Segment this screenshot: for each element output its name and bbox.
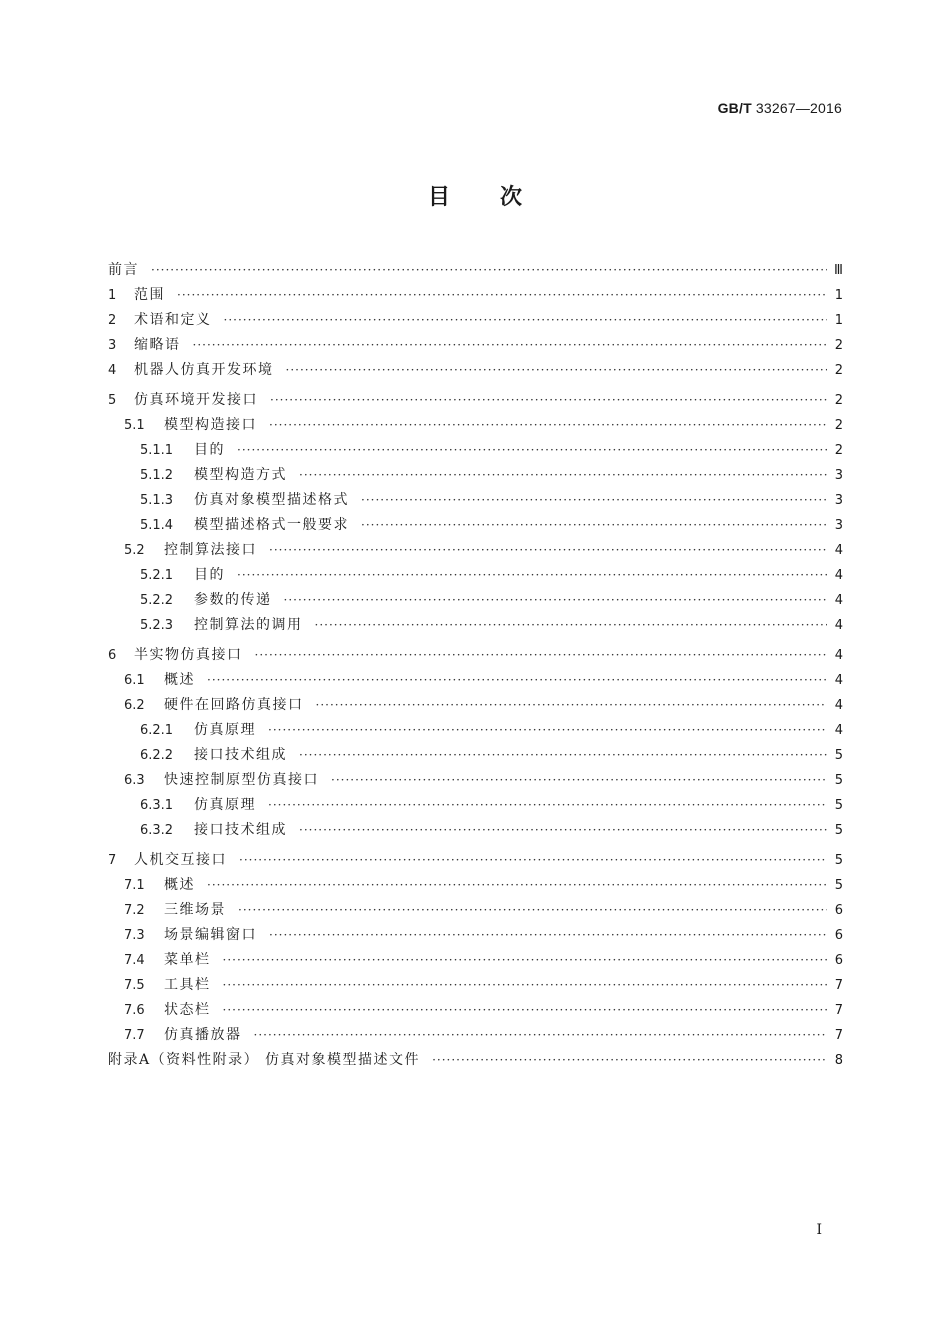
- standard-prefix: GB/T: [717, 100, 752, 116]
- toc-leader-dots: [268, 793, 827, 818]
- toc-entry-page: 3: [834, 468, 843, 483]
- toc-entry[interactable]: [108, 693, 843, 718]
- toc-leader-dots: [151, 258, 827, 283]
- toc-entry-number: 5.1.1: [140, 443, 174, 458]
- toc-entry-title: 前言: [108, 262, 139, 278]
- toc-entry-number: 5.2: [124, 543, 145, 558]
- toc-entry-number: 3: [108, 338, 117, 353]
- table-of-contents: [108, 258, 843, 1073]
- toc-entry-number: 6.3.2: [140, 823, 174, 838]
- toc-entry-number: 6: [108, 648, 117, 663]
- toc-entry[interactable]: [108, 848, 843, 873]
- toc-entry[interactable]: [108, 643, 843, 668]
- toc-entry[interactable]: [108, 358, 843, 383]
- toc-entry-title: 场景编辑窗口: [164, 927, 257, 943]
- toc-entry-page: 5: [834, 773, 843, 788]
- toc-entry[interactable]: [108, 258, 843, 283]
- toc-entry-title: 工具栏: [164, 977, 211, 993]
- toc-entry-page: 6: [834, 953, 843, 968]
- toc-entry-title: 控制算法的调用: [194, 617, 303, 633]
- toc-entry-title: 概述: [164, 877, 195, 893]
- toc-leader-dots: [270, 388, 827, 413]
- toc-entry-page: 5: [834, 878, 843, 893]
- toc-entry-page: 8: [834, 1053, 843, 1068]
- toc-entry[interactable]: [108, 768, 843, 793]
- toc-entry[interactable]: [108, 613, 843, 638]
- toc-entry[interactable]: [108, 563, 843, 588]
- toc-entry-title: 模型构造方式: [194, 467, 287, 483]
- toc-leader-dots: [361, 513, 827, 538]
- toc-entry-page: 7: [834, 1028, 843, 1043]
- toc-entry-number: 1: [108, 288, 117, 303]
- page-title: 目次: [427, 185, 572, 210]
- toc-entry-number: 6.2.2: [140, 748, 174, 763]
- toc-entry-title: 缩略语: [134, 337, 181, 353]
- toc-entry-number: 6.2.1: [140, 723, 174, 738]
- toc-entry-title: 目的: [194, 567, 225, 583]
- toc-entry-page: 6: [834, 903, 843, 918]
- toc-entry[interactable]: [108, 873, 843, 898]
- toc-entry-title: 机器人仿真开发环境: [134, 362, 274, 378]
- toc-entry-page: 4: [834, 698, 843, 713]
- toc-entry-page: 6: [834, 928, 843, 943]
- toc-entry-page: 4: [834, 673, 843, 688]
- toc-entry-page: 1: [834, 313, 843, 328]
- toc-leader-dots: [238, 898, 827, 923]
- toc-entry-page: 5: [834, 823, 843, 838]
- toc-entry-page: 4: [834, 618, 843, 633]
- toc-entry[interactable]: [108, 1023, 843, 1048]
- toc-leader-dots: [316, 693, 828, 718]
- toc-entry-number: 6.3: [124, 773, 145, 788]
- toc-entry-number: 6.1: [124, 673, 145, 688]
- toc-entry-title: 菜单栏: [164, 952, 211, 968]
- toc-entry-number: 7.3: [124, 928, 145, 943]
- toc-entry[interactable]: [108, 948, 843, 973]
- toc-entry[interactable]: [108, 538, 843, 563]
- toc-entry-title: 参数的传递: [194, 592, 272, 608]
- toc-entry-number: 2: [108, 313, 117, 328]
- toc-entry[interactable]: [108, 718, 843, 743]
- toc-entry[interactable]: [108, 973, 843, 998]
- toc-leader-dots: [237, 563, 827, 588]
- toc-leader-dots: [207, 668, 827, 693]
- toc-entry-page: 4: [834, 648, 843, 663]
- toc-entry[interactable]: [108, 588, 843, 613]
- toc-entry-page: 3: [834, 518, 843, 533]
- toc-leader-dots: [269, 923, 827, 948]
- toc-leader-dots: [223, 973, 828, 998]
- toc-entry[interactable]: [108, 333, 843, 358]
- toc-entry-page: 5: [834, 853, 843, 868]
- toc-entry[interactable]: [108, 1048, 843, 1073]
- toc-entry-title: 接口技术组成: [194, 747, 287, 763]
- toc-entry-title: 三维场景: [164, 902, 226, 918]
- toc-entry-number: 7.1: [124, 878, 145, 893]
- toc-leader-dots: [331, 768, 827, 793]
- toc-leader-dots: [268, 718, 827, 743]
- toc-entry-page: 7: [834, 1003, 843, 1018]
- toc-entry-number: 5.2.2: [140, 593, 174, 608]
- toc-entry-page: 2: [834, 393, 843, 408]
- toc-entry-title: 仿真原理: [194, 797, 256, 813]
- standard-number: 33267—2016: [755, 100, 842, 116]
- toc-entry-title: 术语和定义: [134, 312, 212, 328]
- toc-entry-title: 人机交互接口: [134, 852, 227, 868]
- toc-leader-dots: [361, 488, 827, 513]
- toc-leader-dots: [223, 948, 828, 973]
- toc-entry-title: 仿真对象模型描述格式: [194, 492, 349, 508]
- toc-leader-dots: [315, 613, 828, 638]
- toc-entry[interactable]: [108, 923, 843, 948]
- toc-entry-page: 2: [834, 363, 843, 378]
- toc-leader-dots: [299, 818, 827, 843]
- toc-entry[interactable]: [108, 668, 843, 693]
- toc-leader-dots: [254, 1023, 828, 1048]
- toc-entry-number: 7.2: [124, 903, 145, 918]
- toc-entry-number: 5.1.2: [140, 468, 174, 483]
- toc-entry-page: 4: [834, 568, 843, 583]
- toc-entry-page: 5: [834, 748, 843, 763]
- toc-entry-title: 仿真播放器: [164, 1027, 242, 1043]
- toc-entry-title: 接口技术组成: [194, 822, 287, 838]
- toc-entry-number: 7.4: [124, 953, 145, 968]
- toc-entry-number: 5.1.4: [140, 518, 174, 533]
- toc-entry-title: 控制算法接口: [164, 542, 257, 558]
- toc-entry-title: 硬件在回路仿真接口: [164, 697, 304, 713]
- toc-entry-page: 4: [834, 593, 843, 608]
- toc-leader-dots: [299, 463, 827, 488]
- toc-entry-number: 6.2: [124, 698, 145, 713]
- toc-leader-dots: [299, 743, 827, 768]
- toc-entry-page: 2: [834, 418, 843, 433]
- toc-entry[interactable]: [108, 898, 843, 923]
- toc-entry-number: 5.2.3: [140, 618, 174, 633]
- toc-entry[interactable]: [108, 463, 843, 488]
- page-number: I: [816, 1222, 822, 1238]
- toc-entry-number: 7.6: [124, 1003, 145, 1018]
- toc-entry[interactable]: [108, 438, 843, 463]
- toc-entry-page: Ⅲ: [834, 263, 843, 278]
- toc-entry-number: 5: [108, 393, 117, 408]
- toc-leader-dots: [432, 1048, 827, 1073]
- toc-entry-page: 4: [834, 723, 843, 738]
- toc-entry[interactable]: [108, 513, 843, 538]
- toc-entry-title: 仿真环境开发接口: [134, 392, 258, 408]
- toc-leader-dots: [193, 333, 828, 358]
- toc-entry-title: 快速控制原型仿真接口: [164, 772, 319, 788]
- toc-entry-number: 6.3.1: [140, 798, 174, 813]
- toc-entry-title: 状态栏: [164, 1002, 211, 1018]
- standard-code: [718, 100, 842, 116]
- toc-entry-number: 5.1.3: [140, 493, 174, 508]
- toc-entry-page: 4: [834, 543, 843, 558]
- toc-entry[interactable]: [108, 283, 843, 308]
- toc-entry-number: 5.2.1: [140, 568, 174, 583]
- toc-leader-dots: [239, 848, 827, 873]
- toc-leader-dots: [223, 998, 828, 1023]
- toc-leader-dots: [269, 413, 827, 438]
- toc-leader-dots: [224, 308, 828, 333]
- toc-entry[interactable]: [108, 308, 843, 333]
- toc-entry-title: 附录A（资料性附录） 仿真对象模型描述文件: [108, 1052, 421, 1068]
- toc-leader-dots: [286, 358, 828, 383]
- toc-entry-page: 2: [834, 443, 843, 458]
- toc-entry[interactable]: [108, 793, 843, 818]
- toc-entry-page: 3: [834, 493, 843, 508]
- toc-entry-title: 仿真原理: [194, 722, 256, 738]
- toc-entry-title: 范围: [134, 287, 165, 303]
- toc-entry-title: 模型描述格式一般要求: [194, 517, 349, 533]
- toc-leader-dots: [255, 643, 828, 668]
- toc-entry-number: 4: [108, 363, 117, 378]
- toc-entry[interactable]: [108, 818, 843, 843]
- toc-entry-page: 1: [834, 288, 843, 303]
- toc-entry-page: 2: [834, 338, 843, 353]
- toc-entry[interactable]: [108, 998, 843, 1023]
- toc-entry-title: 模型构造接口: [164, 417, 257, 433]
- toc-entry-title: 半实物仿真接口: [134, 647, 243, 663]
- toc-entry-number: 7.5: [124, 978, 145, 993]
- toc-entry-title: 概述: [164, 672, 195, 688]
- toc-entry[interactable]: [108, 488, 843, 513]
- toc-entry[interactable]: [108, 743, 843, 768]
- toc-entry-number: 7.7: [124, 1028, 145, 1043]
- toc-leader-dots: [207, 873, 827, 898]
- toc-entry-title: 目的: [194, 442, 225, 458]
- toc-entry-page: 7: [834, 978, 843, 993]
- toc-entry-number: 5.1: [124, 418, 145, 433]
- toc-entry-page: 5: [834, 798, 843, 813]
- toc-leader-dots: [284, 588, 828, 613]
- toc-leader-dots: [237, 438, 827, 463]
- toc-leader-dots: [269, 538, 827, 563]
- toc-entry[interactable]: [108, 413, 843, 438]
- toc-entry-number: 7: [108, 853, 117, 868]
- toc-entry[interactable]: [108, 388, 843, 413]
- toc-leader-dots: [177, 283, 827, 308]
